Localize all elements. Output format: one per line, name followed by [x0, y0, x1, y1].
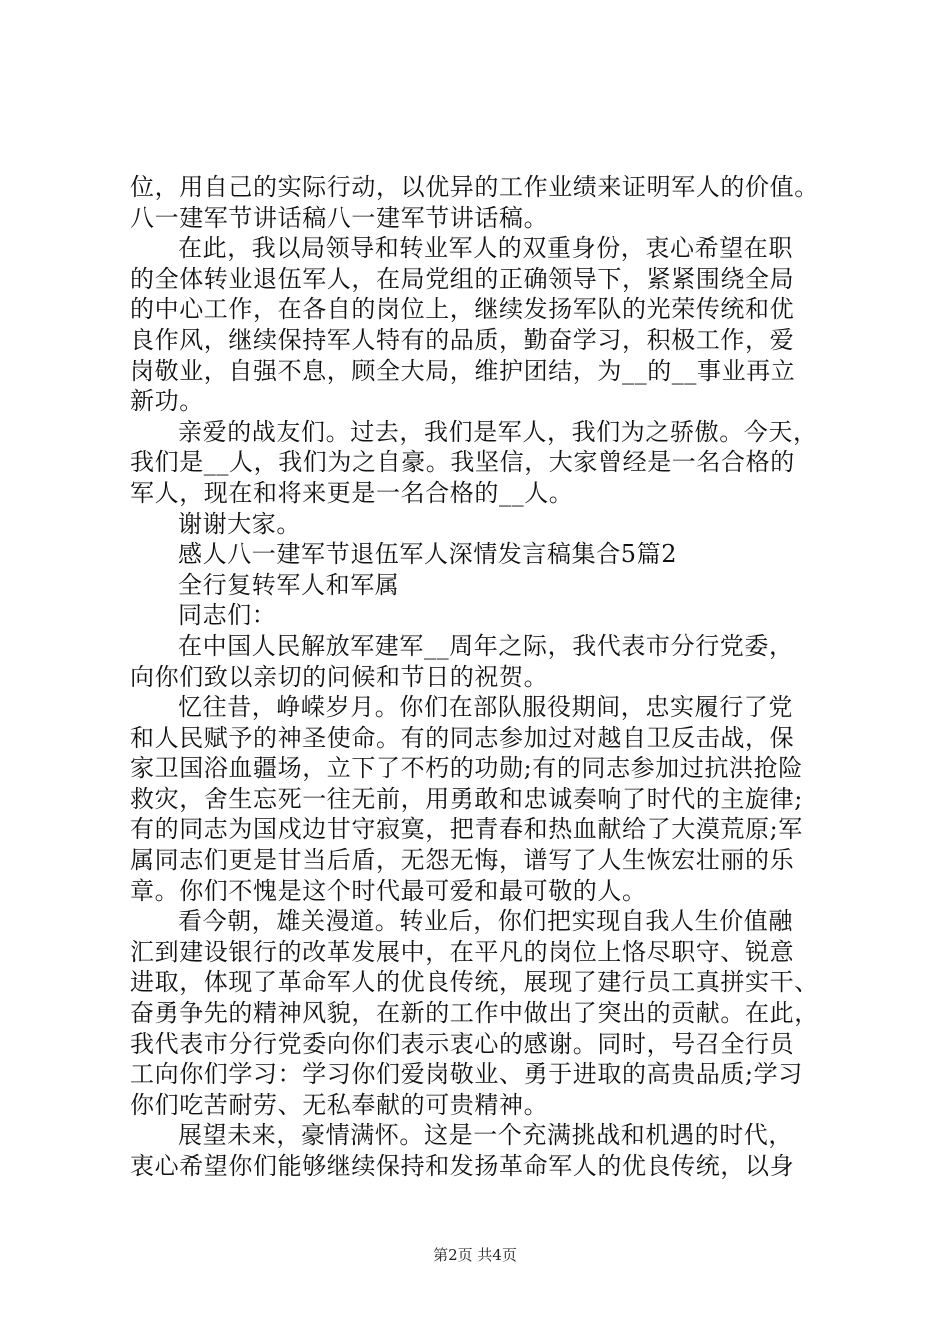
text-line: 在此，我以局领导和转业军人的双重身份，衷心希望在职: [178, 234, 793, 263]
text-line: 和人民赋予的神圣使命。有的同志参加过对越自卫反击战，保: [130, 723, 795, 752]
text-line: 衷心希望你们能够继续保持和发扬革命军人的优良传统，以身: [130, 1152, 795, 1180]
text-line: 在中国人民解放军建军__周年之际，我代表市分行党委，: [178, 631, 794, 660]
text-line: 同志们：: [178, 601, 277, 630]
text-line: 奋勇争先的精神风貌，在新的工作中做出了突出的贡献。在此，: [130, 999, 819, 1028]
text-line: 你们吃苦耐劳、无私奉献的可贵精神。: [130, 1090, 549, 1119]
text-line: 我们是__人，我们为之自豪。我坚信，大家曾经是一名合格的: [130, 448, 795, 477]
text-line: 家卫国浴血疆场，立下了不朽的功勋;有的同志参加过抗洪抢险: [130, 754, 803, 783]
text-line: 进取，体现了革命军人的优良传统，展现了建行员工真拼实干、: [130, 968, 819, 997]
text-line: 看今朝，雄关漫道。转业后，你们把实现自我人生价值融: [178, 907, 793, 936]
text-line: 汇到建设银行的改革发展中，在平凡的岗位上恪尽职守、锐意: [130, 937, 795, 966]
text-line: 亲爱的战友们。过去，我们是军人，我们为之骄傲。今天，: [178, 417, 818, 446]
text-line: 向你们致以亲切的问候和节日的祝贺。: [130, 662, 549, 691]
text-line: 章。你们不愧是这个时代最可爱和最可敬的人。: [130, 876, 647, 905]
text-line: 新功。: [130, 387, 204, 416]
document-body: [130, 172, 830, 1182]
text-line: 良作风，继续保持军人特有的品质，勤奋学习，积极工作，爱: [130, 325, 795, 354]
text-line: 位，用自己的实际行动，以优异的工作业绩来证明军人的价值。: [130, 173, 819, 201]
text-line: 忆往昔，峥嵘岁月。你们在部队服役期间，忠实履行了党: [178, 693, 793, 722]
text-line: 工向你们学习：学习你们爱岗敬业、勇于进取的高贵品质;学习: [130, 1060, 803, 1089]
text-line: 展望未来，豪情满怀。这是一个充满挑战和机遇的时代，: [178, 1121, 793, 1150]
text-line: 八一建军节讲话稿八一建军节讲话稿。: [130, 203, 549, 232]
text-line: 谢谢大家。: [178, 509, 301, 538]
text-line: 有的同志为国戍边甘守寂寞，把青春和热血献给了大漠荒原;军: [130, 815, 803, 844]
text-line: 全行复转军人和军属: [178, 570, 400, 599]
text-line: 的全体转业退伍军人，在局党组的正确领导下，紧紧围绕全局: [130, 264, 795, 293]
text-line: 军人，现在和将来更是一名合格的__人。: [130, 478, 574, 507]
text-line: 感人八一建军节退伍军人深情发言稿集合5篇2: [178, 540, 678, 569]
text-line: 救灾，舍生忘死一往无前，用勇敢和忠诚奏响了时代的主旋律;: [130, 784, 803, 813]
page-number-footer: 第2页 共4页: [433, 1246, 517, 1264]
text-line: 的中心工作，在各自的岗位上，继续发扬军队的光荣传统和优: [130, 295, 795, 324]
text-line: 我代表市分行党委向你们表示衷心的感谢。同时，号召全行员: [130, 1029, 795, 1058]
text-line: 属同志们更是甘当后盾，无怨无悔，谱写了人生恢宏壮丽的乐: [130, 846, 795, 875]
text-line: 岗敬业，自强不息，顾全大局，维护团结，为__的__事业再立: [130, 356, 796, 385]
